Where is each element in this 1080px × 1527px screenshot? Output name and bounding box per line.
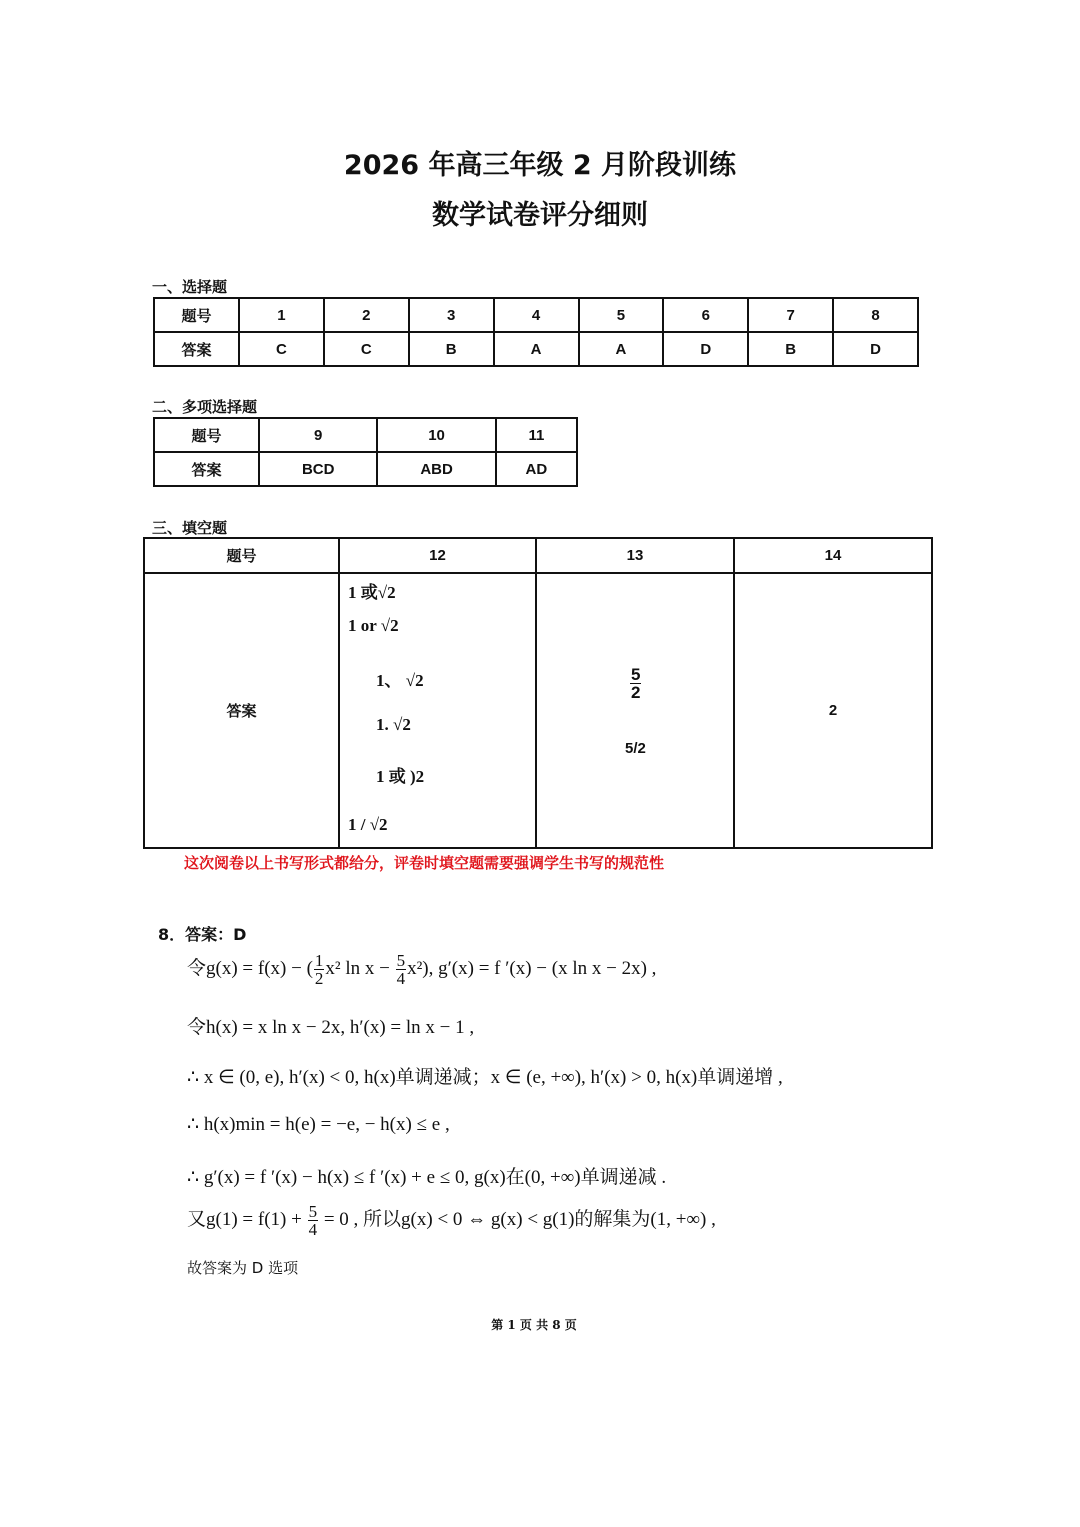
- fraction: [314, 952, 325, 987]
- q12-answer: 1 / √2: [348, 815, 388, 834]
- section1-heading: 一、选择题: [152, 278, 228, 296]
- text: = 0 , 所以g(x) < 0 ⇔ g(x) < g(1)的解集为(1, +∞) ,: [319, 1208, 716, 1230]
- denominator: 4: [396, 969, 406, 988]
- cell: 3: [409, 298, 494, 332]
- cell: 7: [748, 298, 833, 332]
- row-label: 答案: [154, 452, 259, 486]
- section2-heading: 二、多项选择题: [152, 398, 258, 416]
- denominator: 4: [308, 1220, 318, 1239]
- text: x²), g′(x) = f ′(x) − (x ln x − 2x) ,: [407, 957, 657, 979]
- denominator: 2: [314, 969, 324, 988]
- cell: 1: [239, 298, 324, 332]
- doc-subtitle: 数学试卷评分细则: [432, 200, 648, 231]
- section3-table: [143, 537, 933, 849]
- numerator: 1: [314, 951, 324, 970]
- table-row: [154, 452, 577, 486]
- q12-answer: 1 or √2: [348, 616, 399, 635]
- doc-title: 2026 年高三年级 2 月阶段训练: [343, 150, 737, 181]
- text: 令g(x) = f(x) − (: [187, 957, 313, 979]
- row-label: 答案: [144, 573, 339, 848]
- cell: AD: [496, 452, 577, 486]
- numerator: 5: [308, 1202, 318, 1221]
- table-row: [144, 573, 932, 848]
- denominator: 2: [631, 683, 641, 702]
- cell: 8: [833, 298, 918, 332]
- q14-answer: 2: [734, 573, 932, 848]
- cell: 9: [259, 418, 377, 452]
- cell: A: [579, 332, 664, 366]
- cell: C: [324, 332, 409, 366]
- cell: 2: [324, 298, 409, 332]
- fraction: [396, 952, 407, 987]
- q12-answer: 1 或 )2: [376, 767, 425, 786]
- numerator: 5: [631, 665, 641, 684]
- section2-table: [153, 417, 578, 487]
- solution-line-4: ∴ h(x)min = h(e) = −e, − h(x) ≤ e ,: [187, 1114, 450, 1135]
- table-row: [154, 332, 918, 366]
- cell: 12: [339, 538, 536, 573]
- solution-line-5: ∴ g′(x) = f ′(x) − h(x) ≤ f ′(x) + e ≤ 0, g(x)在(0, +∞)单调递减 .: [187, 1167, 667, 1188]
- q12-answers: [339, 573, 536, 848]
- cell: 4: [494, 298, 579, 332]
- table-row: [154, 298, 918, 332]
- q12-answer: 1、 √2: [376, 671, 424, 690]
- cell: A: [494, 332, 579, 366]
- cell: BCD: [259, 452, 377, 486]
- cell: 5: [579, 298, 664, 332]
- solution-line-6: [187, 1203, 716, 1238]
- cell: 13: [536, 538, 734, 573]
- cell: B: [409, 332, 494, 366]
- row-label: 题号: [154, 298, 239, 332]
- q12-answer: 1 或√2: [348, 583, 396, 602]
- solution-line-1: [187, 952, 656, 987]
- row-label: 答案: [154, 332, 239, 366]
- cell: B: [748, 332, 833, 366]
- q13-answers: [536, 573, 734, 848]
- section1-table: [153, 297, 919, 367]
- page-footer: 第 1 页 共 8 页: [491, 1318, 577, 1332]
- text: x² ln x −: [325, 957, 395, 979]
- row-label: 题号: [154, 418, 259, 452]
- cell: C: [239, 332, 324, 366]
- cell: 6: [663, 298, 748, 332]
- cell: 10: [377, 418, 495, 452]
- table-row: [144, 538, 932, 573]
- numerator: 5: [396, 951, 406, 970]
- table-row: [154, 418, 577, 452]
- row-label: 题号: [144, 538, 339, 573]
- q12-answer: 1. √2: [376, 715, 411, 734]
- cell: D: [663, 332, 748, 366]
- q13-fraction: [630, 666, 641, 701]
- grading-note: 这次阅卷以上书写形式都给分，评卷时填空题需要强调学生书写的规范性: [184, 854, 665, 872]
- solution-conclusion: 故答案为 D 选项: [187, 1259, 299, 1277]
- solution-line-2: 令h(x) = x ln x − 2x, h′(x) = ln x − 1 ,: [187, 1017, 475, 1038]
- cell: 11: [496, 418, 577, 452]
- solution-heading: 8．答案：D: [158, 925, 247, 944]
- section3-heading: 三、填空题: [152, 519, 228, 537]
- fraction: [308, 1203, 319, 1238]
- text: 又g(1) = f(1) +: [187, 1208, 307, 1230]
- solution-line-3: ∴ x ∈ (0, e), h′(x) < 0, h(x)单调递减；x ∈ (e, +∞), h′(x) > 0, h(x)单调递增 ,: [187, 1067, 783, 1088]
- q13-alt: 5/2: [625, 740, 646, 757]
- cell: D: [833, 332, 918, 366]
- cell: 14: [734, 538, 932, 573]
- cell: ABD: [377, 452, 495, 486]
